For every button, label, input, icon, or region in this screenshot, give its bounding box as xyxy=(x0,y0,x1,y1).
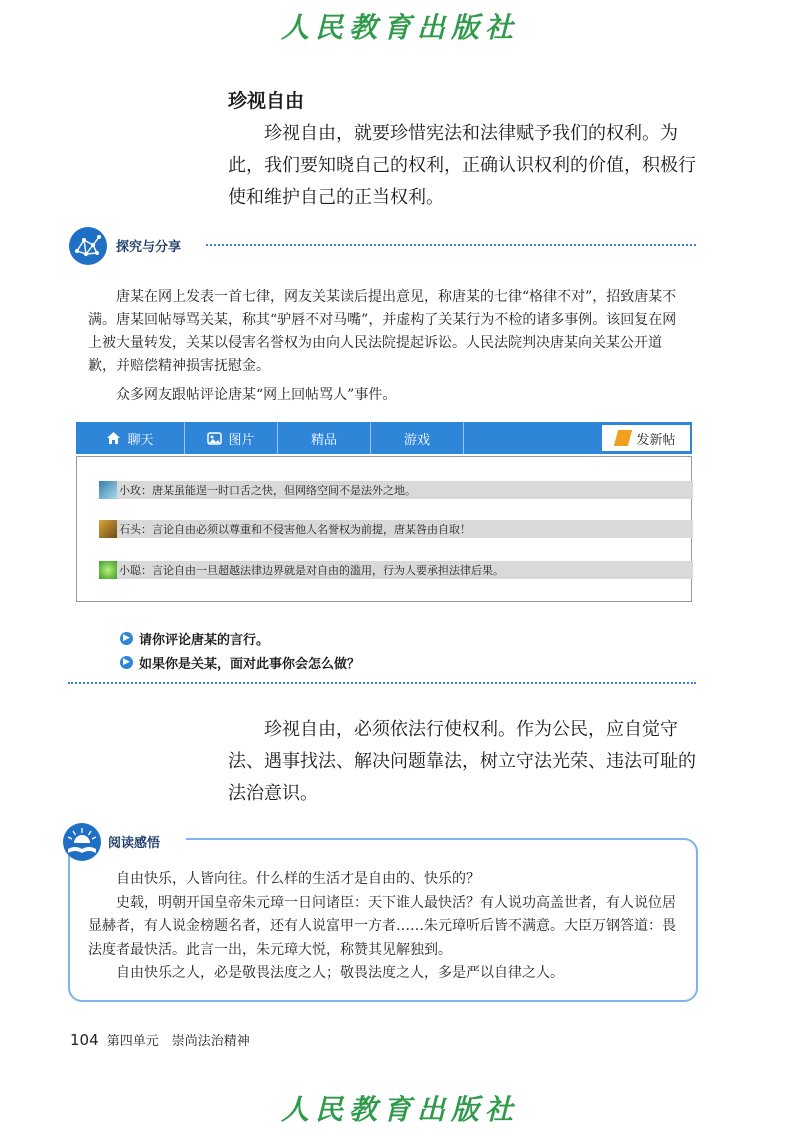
explore-title: 探究与分享 xyxy=(116,240,182,255)
reading-text xyxy=(88,868,688,986)
picture-icon xyxy=(207,432,222,445)
reading-paragraph: 自由快乐之人，必是敬畏法度之人；敬畏法度之人，多是严以自律之人。 xyxy=(116,965,564,981)
forum-comment xyxy=(99,481,693,499)
explore-logo-icon xyxy=(68,226,108,266)
forum-tab-chat[interactable] xyxy=(76,422,185,454)
book-sun-icon xyxy=(62,822,102,862)
forum-thread xyxy=(76,456,692,602)
forum-nav-bar xyxy=(76,422,692,454)
lead-paragraph-1: 珍视自由，就要珍惜宪法和法律赋予我们的权利。为此，我们要知晓自己的权利，正确认识权利的价值，积极行使和维护自己的正当权利。 xyxy=(228,123,696,208)
discussion-questions xyxy=(120,626,360,674)
explore-divider-bottom xyxy=(68,682,696,684)
section-title: 珍视自由 xyxy=(228,90,305,112)
avatar xyxy=(99,481,117,499)
comment-text: 石头：言论自由必须以尊重和不侵害他人名誉权为前提，唐某咎由自取！ xyxy=(119,523,471,536)
explore-header xyxy=(68,226,696,266)
explore-divider-top xyxy=(206,244,696,246)
reading-title: 阅读感悟 xyxy=(108,836,161,851)
question-text: 如果你是关某，面对此事你会怎么做？ xyxy=(139,656,361,672)
case-paragraph: 唐某在网上发表一首七律，网友关某读后提出意见，称唐某的七律“格律不对”，招致唐某不满。唐某回帖辱骂关某，称其“驴唇不对马嘴”，并虚构了关某行为不检的诸多事例。该回复在网上被大量转发，关某以侵害名誉权为由向人民法院提起诉讼。人民法院判决唐某向关某公开道歉，并赔偿精神损害抚慰金。 xyxy=(88,289,677,374)
avatar xyxy=(99,520,117,538)
question-text: 请你评论唐某的言行。 xyxy=(139,632,270,648)
question-item xyxy=(120,650,360,674)
forum-tab-pictures[interactable] xyxy=(185,422,278,454)
forum-tab-label: 精品 xyxy=(310,432,337,448)
question-item xyxy=(120,626,360,650)
comment-text: 小玫：唐某虽能逞一时口舌之快，但网络空间不是法外之地。 xyxy=(119,484,416,497)
arrow-right-icon: ▶ xyxy=(120,632,133,645)
page-number: 104 xyxy=(70,1031,99,1049)
unit-title: 第四单元 崇尚法治精神 xyxy=(106,1034,250,1049)
forum-tab-featured[interactable] xyxy=(278,422,371,454)
forum-tab-label: 图片 xyxy=(228,432,255,448)
forum-comment xyxy=(99,561,693,579)
reading-paragraph: 自由快乐，人皆向往。什么样的生活才是自由的、快乐的？ xyxy=(116,871,480,887)
forum-tab-label: 聊天 xyxy=(127,432,154,448)
publisher-watermark-bottom: 人民教育出版社 xyxy=(280,1093,519,1126)
lead-paragraph-2: 珍视自由，必须依法行使权利。作为公民，应自觉守法、遇事找法、解决问题靠法，树立守法光荣、违法可耻的法治意识。 xyxy=(228,719,696,804)
comment-text: 小聪：言论自由一旦超越法律边界就是对自由的滥用，行为人要承担法律后果。 xyxy=(119,564,504,577)
reading-paragraph: 史载，明朝开国皇帝朱元璋一日问诸臣：天下谁人最快活？有人说功高盖世者，有人说位居显赫者，有人说金榜题名者，还有人说富甲一方者……朱元璋听后皆不满意。大臣万钢答道：畏法度者最快活。此言一出，朱元璋大悦，称赞其见解独到。 xyxy=(88,894,676,958)
pen-icon xyxy=(614,430,632,446)
page-footer xyxy=(70,1030,250,1049)
forum-tab-games[interactable] xyxy=(371,422,464,454)
forum-tab-label: 游戏 xyxy=(403,432,430,448)
avatar xyxy=(99,561,117,579)
forum-comment xyxy=(99,520,693,538)
publisher-watermark-top: 人民教育出版社 xyxy=(280,11,519,44)
new-post-button[interactable] xyxy=(602,425,690,451)
case-paragraph-2: 众多网友跟帖评论唐某“网上回帖骂人”事件。 xyxy=(116,387,397,403)
new-post-label: 发新帖 xyxy=(636,432,676,448)
arrow-right-icon: ▶ xyxy=(120,656,133,669)
home-icon xyxy=(106,431,121,445)
